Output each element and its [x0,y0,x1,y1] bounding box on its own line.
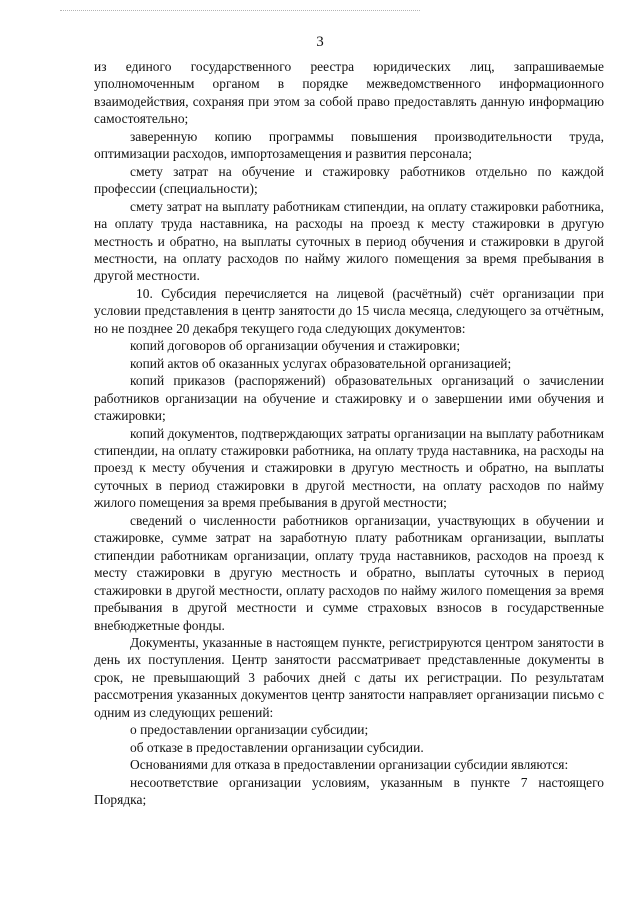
paragraph-13: об отказе в предоставлении организации субсидии. [130,739,424,755]
paragraph-4: смету затрат на выплату работникам стипендии, на оплату стажировки работника, на оплату труда наставника, на расходы на проезд к месту стажировки в другую местность и обратно, на выплаты суточных в период обучения и стажировки в другой местности, на оплату расходов по найму жилого помещения за время пребывания в другой местности. [94,198,604,284]
document-body [94,58,604,808]
page-number: 3 [316,34,324,50]
paragraph-3: смету затрат на обучение и стажировку работников отдельно по каждой профессии (специальности); [94,163,604,197]
paragraph-6: копий договоров об организации обучения и стажировки; [130,338,461,354]
paragraph-2: заверенную копию программы повышения производительности труда, оптимизации расходов, импортозамещения и развития персонала; [94,128,604,162]
scan-artifact-line [60,10,420,12]
paragraph-11: Документы, указанные в настоящем пункте, регистрируются центром занятости в день их поступления. Центр занятости рассматривает представленные документы в срок, не превышающий 3 рабочих дней с даты их регистрации. По результатам рассмотрения указанных документов центр занятости направляет организации письмо с одним из следующих решений: [94,634,604,720]
paragraph-10: сведений о численности работников организации, участвующих в обучении и стажировке, сумме затрат на заработную плату работникам организации, выплаты стипендии работникам организации, оплату труда наставников, расходов на проезд к месту стажировки в другую местность и обратно, выплаты суточных в период стажировки в другой местности, оплату расходов по найму жилого помещения за время пребывания в другой местности и сумме страховых взносов в государственные внебюджетные фонды. [94,512,604,633]
paragraph-7: копий актов об оказанных услугах образовательной организацией; [130,355,512,371]
paragraph-14: Основаниями для отказа в предоставлении организации субсидии являются: [130,757,569,773]
paragraph-1: из единого государственного реестра юридических лиц, запрашиваемые уполномоченным органом в порядке межведомственного информационного взаимодействия, сохраняя при этом за собой право предоставлять данную информацию самостоятельно; [94,59,604,127]
paragraph-5-clause-10: 10. Субсидия перечисляется на лицевой (расчётный) счёт организации при условии представления в центр занятости до 15 числа месяца, следующего за отчётным, но не позднее 20 декабря текущего года следующих документов: [94,285,604,336]
paragraph-15: несоответствие организации условиям, указанным в пункте 7 настоящего Порядка; [94,774,604,808]
paragraph-8: копий приказов (распоряжений) образовательных организаций о зачислении работников организации на обучение и стажировку и о завершении ими обучения и стажировки; [94,373,604,424]
paragraph-12: о предоставлении организации субсидии; [130,722,369,738]
paragraph-9: копий документов, подтверждающих затраты организации на выплату работникам стипендии, на оплату стажировки работника, на оплату труда наставника, на расходы на проезд к месту обучения и стажировки в другую местность и обратно, на выплаты суточных в период стажировки в другой местности, на оплату расходов по найму жилого помещения за время пребывания в другой местности; [94,425,604,511]
